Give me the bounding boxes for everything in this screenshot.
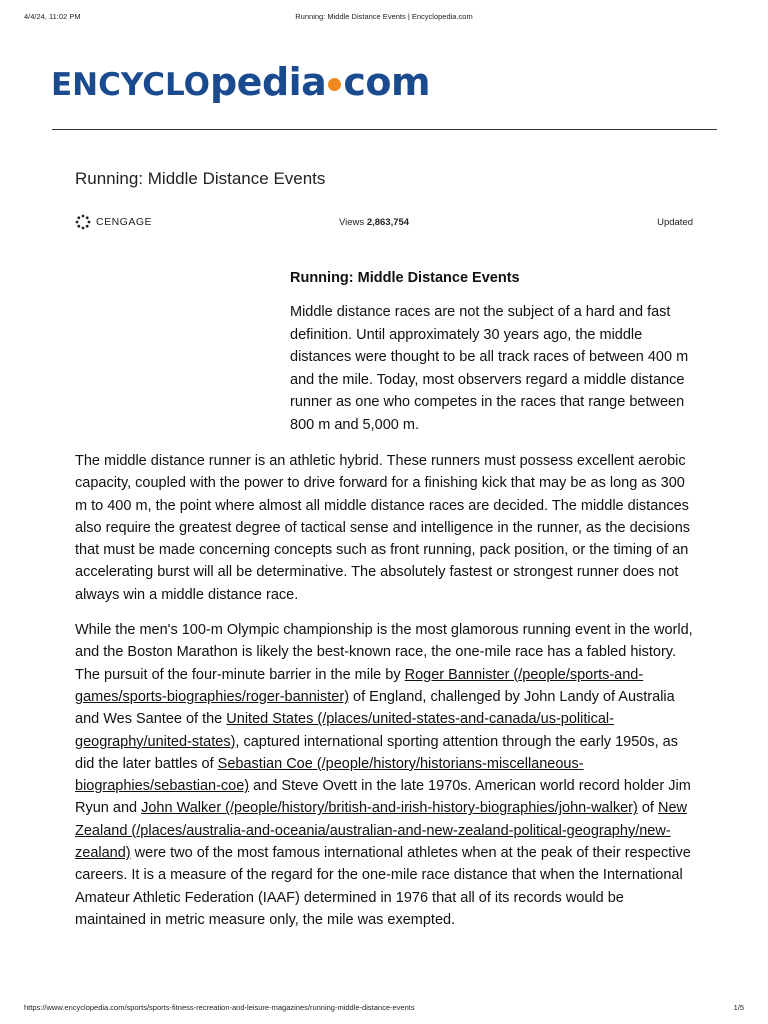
logo-dot-icon bbox=[328, 78, 341, 91]
print-url: https://www.encyclopedia.com/sports/sports-fitness-recreation-and-leisure-magazines/running-middle-distance-events bbox=[24, 1003, 415, 1012]
logo-text-com: com bbox=[343, 60, 431, 104]
cengage-icon bbox=[75, 214, 91, 230]
paragraph-2 bbox=[75, 619, 695, 931]
p2-text-4: and Steve Ovett in the late 1970s. American world record holder Jim Ryun and bbox=[75, 778, 691, 817]
paragraph-1: The middle distance runner is an athletic hybrid. These runners must possess excellent aerobic capacity, coupled with the power to drive forward for a finishing kick that may be as long as 300 m to 400 m, the point where almost all middle distance races are decided. The middle distances also require the greatest degree of tactical sense and intelligence in the runner, as the decisions that must be made concerning concepts such as front running, pack position, or the timing of an accelerating burst will all be determinative. The absolutely fastest or strongest runner does not always win a middle distance race. bbox=[75, 453, 691, 603]
views-count: 2,863,754 bbox=[366, 217, 410, 228]
logo-text-pedia: pedia bbox=[209, 60, 327, 104]
p2-text-2: of England, challenged by John Landy of Australia and Wes Santee of the bbox=[75, 688, 675, 728]
article-body bbox=[75, 450, 695, 944]
cengage-source[interactable] bbox=[75, 214, 152, 230]
link-united-states[interactable]: United States (/places/united-states-and-canada/us-political-geography/united-states) bbox=[75, 711, 614, 750]
cengage-label: CENGAGE bbox=[96, 216, 153, 228]
p2-text-1: While the men's 100-m Olympic championship is the most glamorous running event in the world, and the Boston Marathon is likely the best-known race, the one-mile race has a fabled history. The pursuit of the four-minute barrier in the mile by bbox=[75, 622, 693, 683]
intro-paragraph: Middle distance races are not the subject of a hard and fast definition. Until approximately 30 years ago, the middle distances were thought to be all track races of between 400 m and the mile. Today, most observers regard a middle distance runner as one who competes in the races that range between 800 m and 5,000 m. bbox=[290, 304, 689, 433]
p2-text-5: of bbox=[637, 800, 658, 817]
encyclopedia-logo[interactable] bbox=[51, 58, 430, 109]
print-datetime: 4/4/24, 11:02 PM bbox=[24, 12, 81, 21]
article-title: Running: Middle Distance Events bbox=[75, 169, 326, 188]
updated-label: Updated bbox=[657, 217, 693, 228]
link-john-walker[interactable]: John Walker (/people/history/british-and-irish-history-biographies/john-walker) bbox=[141, 800, 638, 817]
views-counter bbox=[339, 217, 409, 228]
link-roger-bannister[interactable]: Roger Bannister (/people/sports-and-games/sports-biographies/roger-bannister) bbox=[75, 666, 644, 705]
link-sebastian-coe[interactable]: Sebastian Coe (/people/history/historians-miscellaneous-biographies/sebastian-coe) bbox=[75, 755, 584, 795]
logo-text-encyclo: ENCYCLO bbox=[51, 67, 210, 103]
print-header bbox=[24, 12, 744, 22]
p2-text-6: were two of the most famous international athletes when at the peak of their respective careers. It is a measure of the regard for the one-mile race distance that when the International Amateur Athletic Federation (IAAF) determined in 1976 that all of its records would be maintained in metric measure only, the mile was exempted. bbox=[75, 845, 691, 928]
print-page-number: 1/5 bbox=[733, 1003, 744, 1012]
link-new-zealand[interactable]: New Zealand (/places/australia-and-oceania/australian-and-new-zealand-political-geography/new-zealand) bbox=[75, 800, 687, 862]
article-meta bbox=[75, 214, 693, 232]
p2-text-3: , captured international sporting attention through the early 1950s, as did the later battles of bbox=[75, 733, 678, 772]
section-heading: Running: Middle Distance Events bbox=[290, 270, 520, 286]
print-page-title: Running: Middle Distance Events | Encyclopedia.com bbox=[295, 12, 473, 21]
views-label: Views bbox=[339, 217, 365, 228]
print-footer bbox=[24, 1003, 744, 1013]
header-divider bbox=[52, 129, 717, 130]
